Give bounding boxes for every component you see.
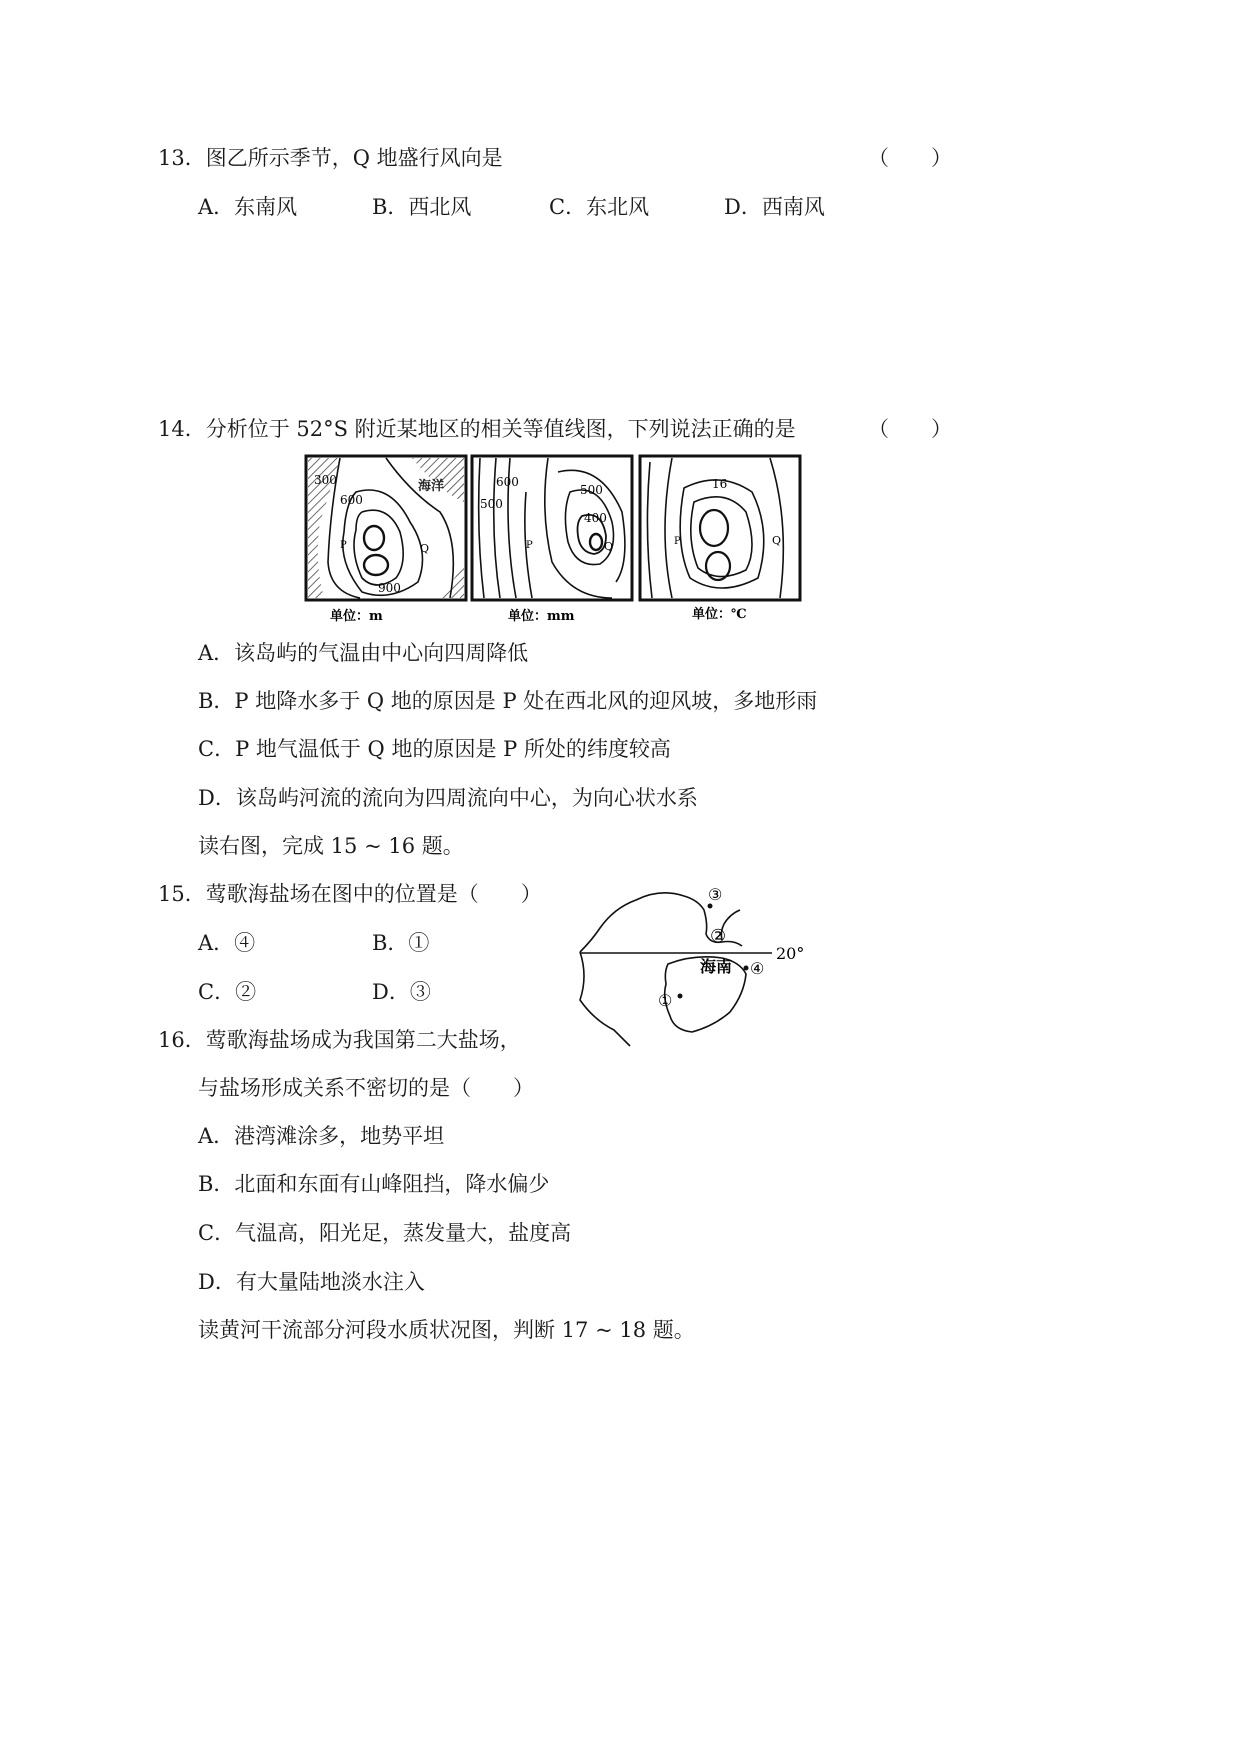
marker-3: ③ xyxy=(708,885,723,904)
q14-answer-bracket: （ ） xyxy=(868,417,952,441)
elevation-panel xyxy=(306,456,466,624)
island-label: 海南 xyxy=(700,957,733,976)
q15-option-d: D．③ xyxy=(372,980,431,1004)
temperature-panel xyxy=(640,456,800,622)
isoline-figure xyxy=(300,452,810,624)
label-500-right: 500 xyxy=(580,483,603,497)
q14-stem: 14．分析位于 52°S 附近某地区的相关等值线图，下列说法正确的是 xyxy=(158,417,796,441)
marker-1-dot xyxy=(678,994,683,999)
q14-option-d: D．该岛屿河流的流向为四周流向中心，为向心状水系 xyxy=(198,786,698,810)
hainan-map xyxy=(574,880,814,1052)
q16-option-d: D．有大量陆地淡水注入 xyxy=(198,1270,425,1294)
q15-option-c: C．② xyxy=(198,980,257,1004)
label-q-p2: Q xyxy=(604,540,614,553)
q16-stem-line1: 16．莺歌海盐场成为我国第二大盐场， xyxy=(158,1028,521,1052)
unit-elevation: 单位：m xyxy=(330,609,383,624)
intro-17-18: 读黄河干流部分河段水质状况图，判断 17 ~ 18 题。 xyxy=(198,1318,695,1342)
label-q: Q xyxy=(420,542,430,555)
label-ocean: 海洋 xyxy=(418,479,445,494)
precipitation-panel xyxy=(472,456,632,624)
q14-option-c: C．P 地气温低于 Q 地的原因是 P 所处的纬度较高 xyxy=(198,737,671,761)
label-p: P xyxy=(340,540,347,551)
intro-15-16: 读右图，完成 15 ~ 16 题。 xyxy=(198,834,464,858)
q16-option-c: C．气温高，阳光足，蒸发量大，盐度高 xyxy=(198,1221,572,1245)
label-900: 900 xyxy=(378,581,401,595)
unit-precipitation: 单位：mm xyxy=(508,609,575,624)
latitude-label: 20° xyxy=(776,944,805,963)
label-p-p3: P xyxy=(674,536,681,547)
marker-1: ① xyxy=(658,991,673,1010)
q14-option-a: A．该岛屿的气温由中心向四周降低 xyxy=(198,641,529,665)
marker-3-dot xyxy=(708,904,713,909)
unit-temperature: 单位：℃ xyxy=(692,607,747,622)
q15-option-b: B．① xyxy=(372,931,430,955)
q13-option-a: A．东南风 xyxy=(198,195,298,219)
q13-option-c: C．东北风 xyxy=(549,195,650,219)
q15-option-a: A．④ xyxy=(198,931,256,955)
q16-option-b: B．北面和东面有山峰阻挡，降水偏少 xyxy=(198,1172,550,1196)
marker-4-dot xyxy=(744,966,749,971)
label-p-p2: P xyxy=(526,540,533,551)
q13-answer-bracket: （ ） xyxy=(868,146,952,170)
label-500-left: 500 xyxy=(480,497,503,511)
label-600: 600 xyxy=(340,493,363,507)
q16-stem-line2: 与盐场形成关系不密切的是（ ） xyxy=(198,1076,534,1100)
label-q-p3: Q xyxy=(772,534,782,547)
label-600-p2: 600 xyxy=(496,475,519,489)
mainland-west-coast xyxy=(580,952,630,1046)
q16-option-a: A．港湾滩涂多，地势平坦 xyxy=(198,1124,445,1148)
label-16: 16 xyxy=(712,477,728,491)
q15-stem: 15．莺歌海盐场在图中的位置是（ ） xyxy=(158,882,542,906)
label-400: 400 xyxy=(584,511,607,525)
q13-option-b: B．西北风 xyxy=(372,195,472,219)
q13-option-d: D．西南风 xyxy=(724,195,825,219)
marker-2: ② xyxy=(710,926,727,947)
q13-stem: 13．图乙所示季节，Q 地盛行风向是 xyxy=(158,146,503,170)
marker-4: ④ xyxy=(750,959,765,978)
label-300: 300 xyxy=(314,473,337,487)
q14-option-b: B．P 地降水多于 Q 地的原因是 P 处在西北风的迎风坡，多地形雨 xyxy=(198,689,818,713)
